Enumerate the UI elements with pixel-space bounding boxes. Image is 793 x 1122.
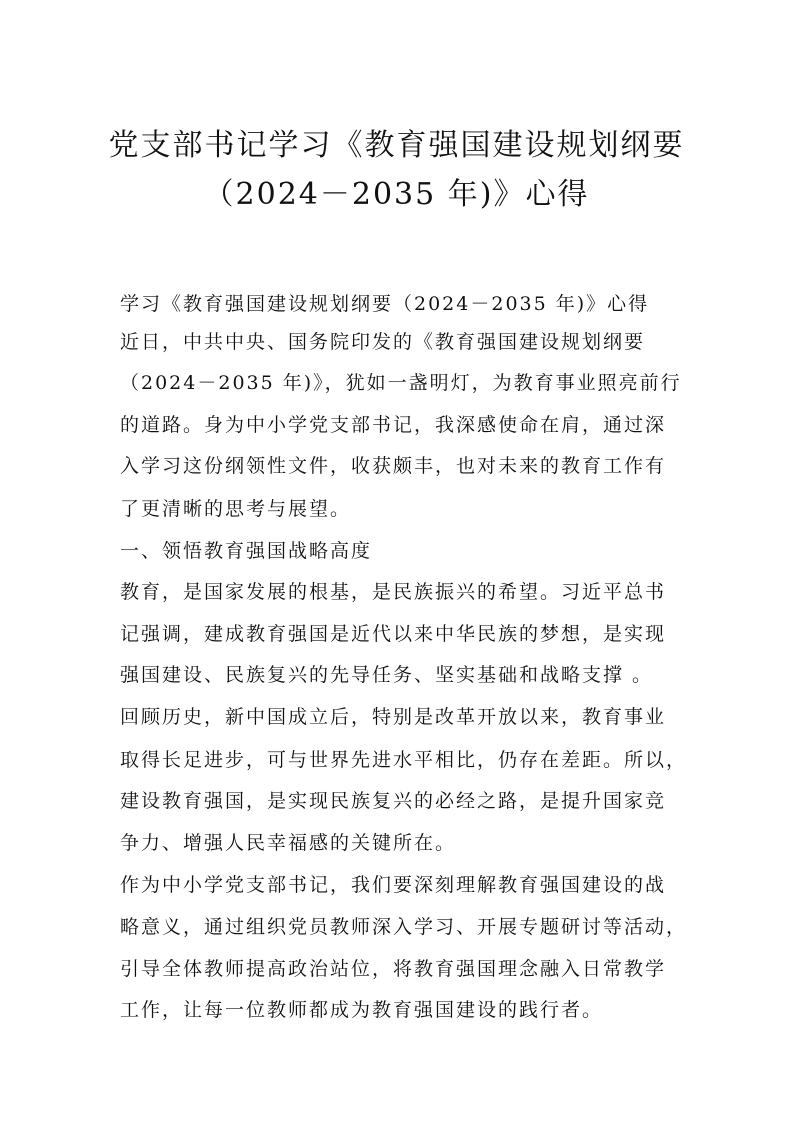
paragraph-line: 争力、增强人民幸福感的关键所在。 xyxy=(120,832,457,854)
section-heading: 一、领悟教育强国战略高度 xyxy=(120,540,373,562)
paragraph-line: 记强调，建成教育强国是近代以来中华民族的梦想，是实现 xyxy=(120,623,667,645)
document-title-line-1: 党支部书记学习《教育强国建设规划纲要 xyxy=(108,128,685,163)
paragraph-line: 作为中小学党支部书记，我们要深刻理解教育强国建设的战 xyxy=(120,874,667,896)
paragraph-line: 工作，让每一位教师都成为教育强国建设的践行者。 xyxy=(120,999,604,1021)
paragraph-line: 的道路。身为中小学党支部书记，我深感使命在肩，通过深 xyxy=(120,414,667,436)
paragraph-line: 略意义，通过组织党员教师深入学习、开展专题研讨等活动， xyxy=(120,916,688,938)
paragraph-line: 教育，是国家发展的根基，是民族振兴的希望。习近平总书 xyxy=(120,581,667,603)
paragraph-line: （2024－2035 年)》，犹如一盏明灯，为教育事业照亮前行 xyxy=(120,372,682,394)
document-title-line-2: （2024－2035 年)》心得 xyxy=(203,177,590,212)
paragraph-line: 取得长足进步，可与世界先进水平相比，仍存在差距。所以， xyxy=(120,749,688,771)
paragraph-line: 入学习这份纲领性文件，收获颇丰，也对未来的教育工作有 xyxy=(120,455,667,477)
paragraph-line: 建设教育强国，是实现民族复兴的必经之路，是提升国家竞 xyxy=(120,790,667,812)
paragraph-line: 引导全体教师提高政治站位，将教育强国理念融入日常教学 xyxy=(120,958,667,980)
paragraph-line: 回顾历史，新中国成立后，特别是改革开放以来，教育事业 xyxy=(120,706,667,728)
paragraph-line: 了更清晰的思考与展望。 xyxy=(120,498,352,520)
subtitle-line: 学习《教育强国建设规划纲要（2024－2035 年)》心得 xyxy=(120,293,650,315)
paragraph-line: 近日，中共中央、国务院印发的《教育强国建设规划纲要 xyxy=(120,331,646,353)
paragraph-line: 强国建设、民族复兴的先导任务、坚实基础和战略支撑 。 xyxy=(120,664,654,686)
